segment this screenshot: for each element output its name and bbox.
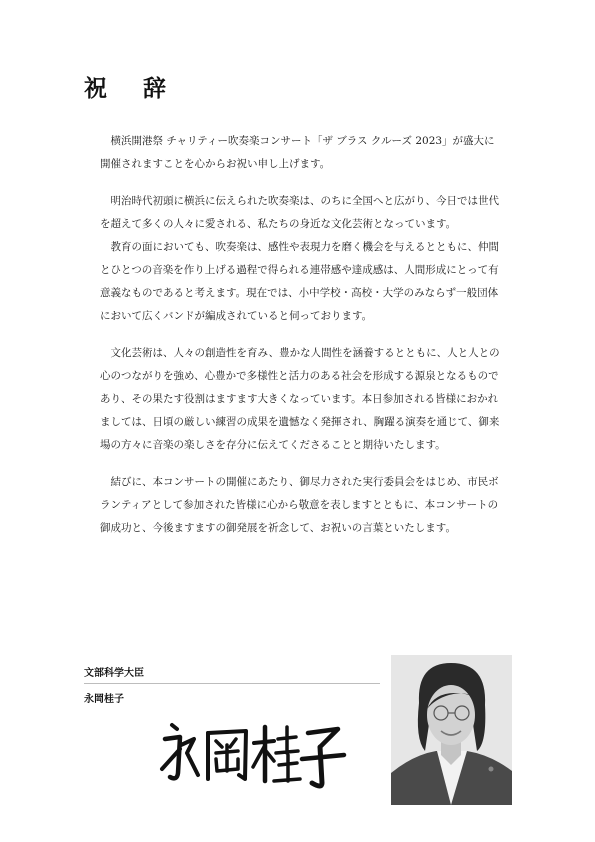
signer-info (84, 664, 380, 705)
paragraph-history: 明治時代初頭に横浜に伝えられた吹奏楽は、のちに全国へと広がり、今日では世代を超えて多くの人々に愛される、私たちの身近な文化芸術となっています。 (100, 195, 499, 230)
paragraph-education: 教育の面においても、吹奏楽は、感性や表現力を磨く機会を与えるとともに、仲間とひとつの音楽を作り上げる過程で得られる連帯感や達成感は、人間形成にとって有意義なものであると考えます。現在では、小中学校・高校・大学のみならず一般団体において広くバンドが編成されていると伺っております。 (100, 241, 499, 322)
paragraph-culture: 文化芸術は、人々の創造性を育み、豊かな人間性を涵養するとともに、人と人との心のつながりを強め、心豊かで多様性と活力のある社会を形成する源泉となるものであり、その果たす役割はますます大きくなっています。本日参加される皆様におかれましては、日頃の厳しい練習の成果を遺憾なく発揮され、胸躍る演奏を通じて、御来場の方々に音楽の楽しさを存分に伝えてくださることと期待いたします。 (100, 347, 500, 451)
portrait-photo (391, 655, 512, 805)
message-body (100, 130, 500, 554)
signer-role: 文部科学大臣 (84, 664, 380, 684)
page-title: 祝 辞 (84, 76, 181, 102)
paragraph-closing: 結びに、本コンサートの開催にあたり、御尽力された実行委員会をはじめ、市民ボランティアとして参加された皆様に心から敬意を表しますとともに、本コンサートの御成功と、今後ますますの御発展を祈念して、お祝いの言葉といたします。 (100, 476, 499, 534)
handwritten-signature (150, 715, 350, 790)
signer-name: 永岡桂子 (84, 694, 124, 705)
paragraph-opening: 横浜開港祭 チャリティー吹奏楽コンサート「ザ ブラス クルーズ 2023」が盛大に開催されますことを心からお祝い申し上げます。 (100, 135, 495, 170)
